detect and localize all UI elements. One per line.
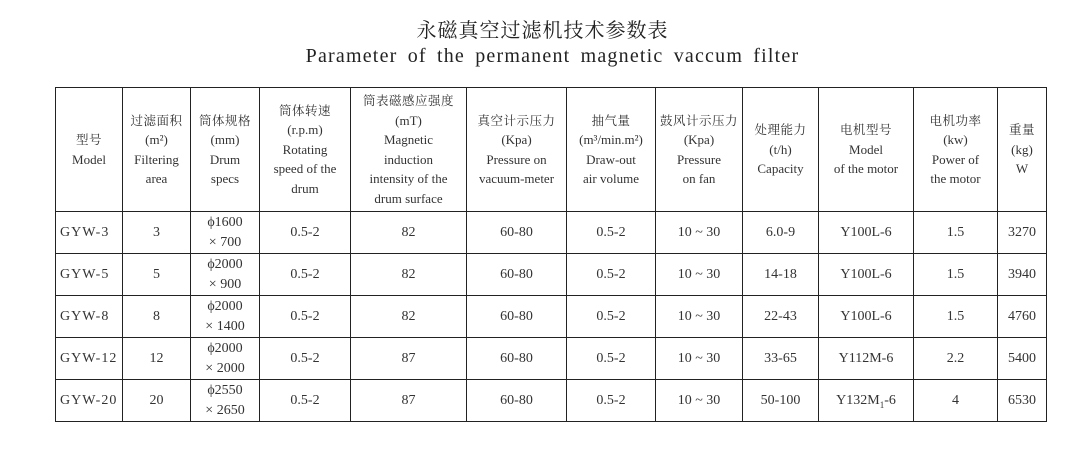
header-label-en: Model: [849, 141, 883, 157]
header-motor-power: [914, 88, 998, 212]
cell-air-volume: 0.5-2: [567, 212, 656, 254]
header-label-en: air volume: [583, 171, 639, 186]
header-label-en: area: [145, 171, 168, 186]
header-motor-model: [819, 88, 914, 212]
cell-drum-specs: [191, 338, 260, 380]
cell-model: GYW-5: [56, 254, 123, 296]
header-label-en: Power of: [931, 151, 980, 167]
header-label-en: Draw-out: [586, 151, 636, 167]
header-label-cn: 抽气量: [591, 112, 631, 128]
header-unit: (Kpa): [501, 132, 532, 147]
motor-model-base: Y132M: [836, 392, 880, 408]
drum-length: × 700: [208, 234, 242, 250]
header-unit: (r.p.m): [287, 122, 323, 138]
drum-diameter: ϕ2000: [207, 298, 243, 314]
cell-capacity: 33-65: [743, 338, 819, 380]
header-capacity: [743, 88, 819, 212]
cell-motor-model: [819, 380, 914, 422]
cell-motor-model: [819, 254, 914, 296]
cell-filtering-area: 8: [123, 296, 191, 338]
cell-weight: 3940: [998, 254, 1047, 296]
header-label-cn: 鼓风计示压力: [659, 112, 738, 128]
cell-vacuum-pressure: 60-80: [467, 380, 567, 422]
cell-model: GYW-20: [56, 380, 123, 422]
cell-capacity: 6.0-9: [743, 212, 819, 254]
cell-rotating-speed: 0.5-2: [260, 296, 351, 338]
header-label-en: Model: [72, 151, 106, 167]
cell-filtering-area: 20: [123, 380, 191, 422]
cell-motor-power: 2.2: [914, 338, 998, 380]
cell-motor-power: 1.5: [914, 212, 998, 254]
table-row: [56, 380, 1047, 422]
header-label-cn: 电机功率: [929, 112, 982, 128]
cell-filtering-area: 3: [123, 212, 191, 254]
cell-weight: 4760: [998, 296, 1047, 338]
cell-motor-power: 1.5: [914, 254, 998, 296]
header-label-en: Capacity: [757, 161, 804, 177]
cell-capacity: 50-100: [743, 380, 819, 422]
motor-model-suffix: -6: [884, 392, 896, 408]
header-unit: (mT): [395, 112, 422, 128]
header-label-en: specs: [210, 171, 240, 186]
cell-magnetic-induction: 87: [351, 338, 467, 380]
cell-vacuum-pressure: 60-80: [467, 212, 567, 254]
header-label-cn: 重量: [1008, 122, 1035, 138]
cell-motor-power: 4: [914, 380, 998, 422]
header-air-volume: [567, 88, 656, 212]
cell-magnetic-induction: 87: [351, 380, 467, 422]
drum-diameter: ϕ2550: [207, 382, 243, 398]
motor-model-subscript: 1: [879, 399, 885, 410]
header-magnetic-induction: [351, 88, 467, 212]
drum-diameter: ϕ2000: [207, 256, 243, 272]
header-label-cn: 处理能力: [754, 122, 807, 138]
cell-model: GYW-8: [56, 296, 123, 338]
cell-model: GYW-12: [56, 338, 123, 380]
table-row: [56, 212, 1047, 254]
cell-vacuum-pressure: 60-80: [467, 338, 567, 380]
cell-fan-pressure: 10 ~ 30: [656, 212, 743, 254]
header-label-cn: 筒表磁感应强度: [362, 93, 454, 108]
header-label-cn: 真空计示压力: [477, 112, 556, 128]
motor-model-base: Y112M-6: [838, 350, 894, 366]
header-vacuum-pressure: [467, 88, 567, 212]
cell-filtering-area: 5: [123, 254, 191, 296]
header-unit: (Kpa): [683, 132, 715, 147]
cell-rotating-speed: 0.5-2: [260, 212, 351, 254]
cell-magnetic-induction: 82: [351, 212, 467, 254]
header-label-en: vacuum-meter: [478, 171, 555, 186]
motor-model-base: Y100L-6: [840, 308, 892, 324]
cell-drum-specs: [191, 212, 260, 254]
header-label-en: Drum: [209, 151, 241, 167]
header-model: [56, 88, 123, 212]
drum-length: × 1400: [205, 318, 245, 334]
cell-air-volume: 0.5-2: [567, 338, 656, 380]
cell-fan-pressure: 10 ~ 30: [656, 254, 743, 296]
header-label-en: drum: [291, 180, 319, 196]
cell-capacity: 22-43: [743, 296, 819, 338]
header-label-cn: 电机型号: [839, 122, 892, 138]
header-fan-pressure: [656, 88, 743, 212]
cell-weight: 6530: [998, 380, 1047, 422]
drum-diameter: ϕ2000: [207, 340, 243, 356]
cell-drum-specs: [191, 254, 260, 296]
header-rotating-speed: [260, 88, 351, 212]
cell-filtering-area: 12: [123, 338, 191, 380]
cell-weight: 5400: [998, 338, 1047, 380]
cell-motor-power: 1.5: [914, 296, 998, 338]
header-label-en: Filtering: [134, 151, 179, 167]
cell-motor-model: [819, 212, 914, 254]
cell-fan-pressure: 10 ~ 30: [656, 338, 743, 380]
cell-air-volume: 0.5-2: [567, 254, 656, 296]
cell-fan-pressure: 10 ~ 30: [656, 296, 743, 338]
motor-model-base: Y100L-6: [840, 224, 892, 240]
header-label-en: induction: [383, 151, 434, 167]
header-label-en: Pressure: [676, 151, 722, 167]
cell-motor-model: [819, 296, 914, 338]
cell-vacuum-pressure: 60-80: [467, 296, 567, 338]
header-label-en: intensity of the: [369, 171, 448, 186]
header-filtering-area: [123, 88, 191, 212]
drum-diameter: ϕ1600: [207, 214, 243, 230]
motor-model-base: Y100L-6: [840, 266, 892, 282]
cell-vacuum-pressure: 60-80: [467, 254, 567, 296]
drum-length: × 900: [208, 276, 242, 292]
header-weight: [998, 88, 1047, 212]
header-label-cn: 型号: [75, 132, 102, 147]
header-label-en: W: [1015, 161, 1029, 177]
page-title-cn: 永磁真空过滤机技术参数表: [416, 18, 669, 42]
drum-length: × 2650: [205, 402, 245, 418]
header-unit: (m³/min.m²): [579, 132, 643, 147]
cell-model: GYW-3: [56, 212, 123, 254]
parameter-table: [55, 87, 1047, 422]
header-unit: (kg): [1011, 141, 1033, 157]
header-label-en: on fan: [682, 171, 716, 186]
header-label-cn: 筒体规格: [198, 112, 251, 128]
header-unit: (t/h): [769, 141, 792, 157]
table-row: [56, 254, 1047, 296]
header-unit: (mm): [210, 132, 240, 147]
table-row: [56, 296, 1047, 338]
header-drum-specs: [191, 88, 260, 212]
cell-drum-specs: [191, 380, 260, 422]
header-label-cn: 筒体转速: [278, 102, 331, 118]
header-label-en: the motor: [930, 171, 981, 186]
page-title-en: Parameter of the permanent magnetic vaccum filter: [305, 45, 800, 67]
header-label-en: Magnetic: [383, 132, 434, 147]
header-unit: (kw): [943, 132, 968, 147]
header-unit: (m²): [145, 132, 168, 147]
drum-length: × 2000: [205, 360, 245, 376]
header-row: [56, 88, 1047, 212]
header-label-en: of the motor: [833, 161, 899, 177]
cell-weight: 3270: [998, 212, 1047, 254]
header-label-en: drum surface: [374, 190, 443, 206]
cell-magnetic-induction: 82: [351, 254, 467, 296]
header-label-en: Pressure on: [486, 151, 547, 167]
cell-air-volume: 0.5-2: [567, 296, 656, 338]
cell-capacity: 14-18: [743, 254, 819, 296]
table-body: [56, 212, 1047, 422]
cell-rotating-speed: 0.5-2: [260, 380, 351, 422]
cell-rotating-speed: 0.5-2: [260, 254, 351, 296]
table-row: [56, 338, 1047, 380]
cell-magnetic-induction: 82: [351, 296, 467, 338]
cell-rotating-speed: 0.5-2: [260, 338, 351, 380]
header-label-cn: 过滤面积: [130, 112, 183, 128]
header-label-en: Rotating: [282, 141, 328, 157]
cell-fan-pressure: 10 ~ 30: [656, 380, 743, 422]
cell-air-volume: 0.5-2: [567, 380, 656, 422]
cell-drum-specs: [191, 296, 260, 338]
header-label-en: speed of the: [273, 161, 337, 177]
cell-motor-model: [819, 338, 914, 380]
